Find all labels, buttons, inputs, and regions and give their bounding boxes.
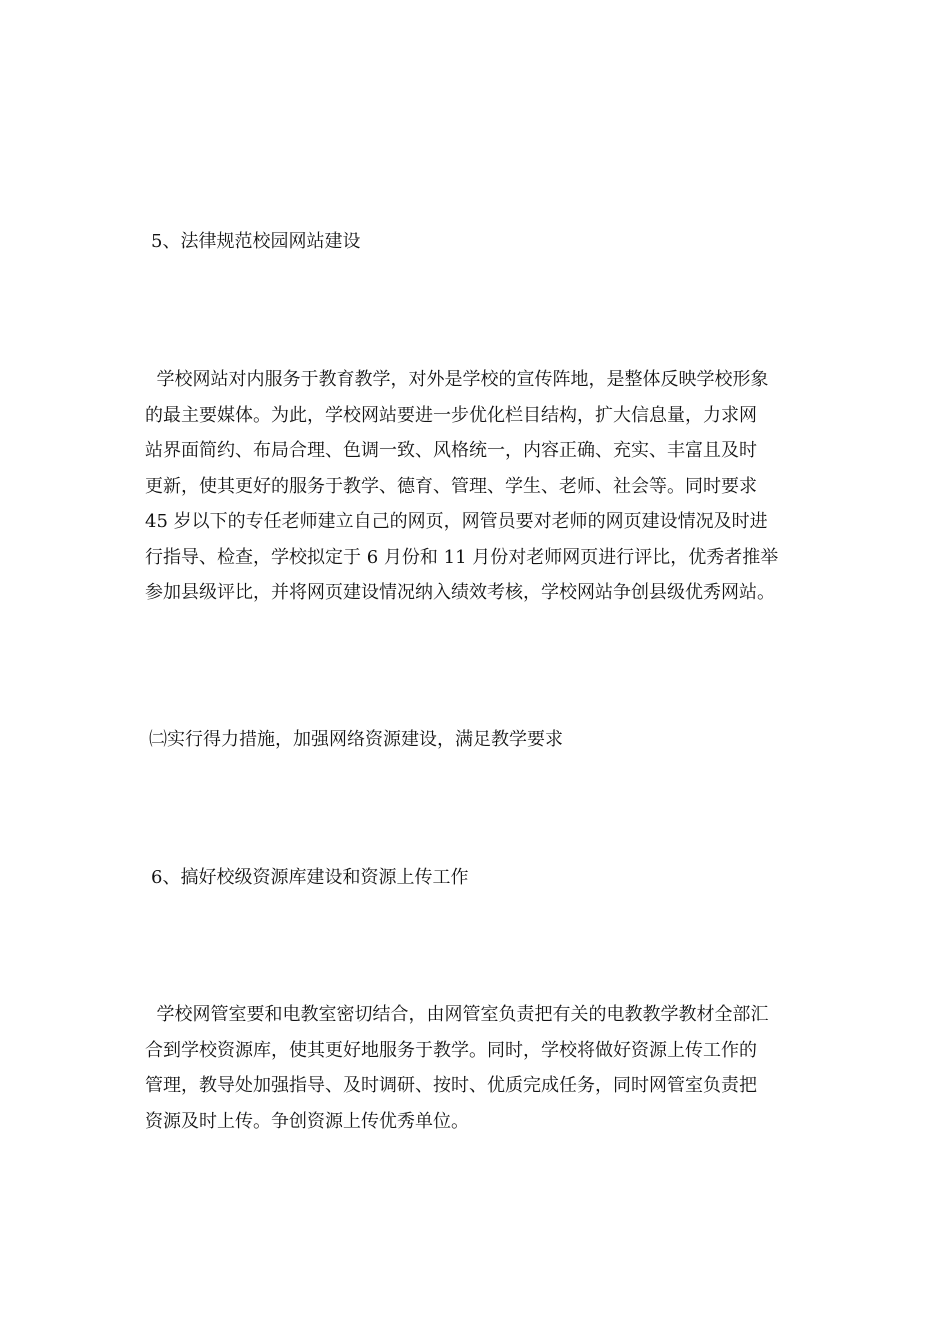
section-heading-2: ㈡实行得力措施，加强网络资源建设，满足教学要求	[149, 729, 563, 750]
paragraph-line: 合到学校资源库，使其更好地服务于教学。同时，学校将做好资源上传工作的	[145, 1039, 757, 1061]
heading-6: 6、搞好校级资源库建设和资源上传工作	[151, 867, 469, 888]
paragraph-2	[145, 997, 810, 1139]
paragraph-line: 更新，使其更好的服务于教学、德育、管理、学生、老师、社会等。同时要求	[145, 475, 757, 497]
paragraph-line: 管理，教导处加强指导、及时调研、按时、优质完成任务，同时网管室负责把	[145, 1075, 757, 1096]
paragraph-line: 资源及时上传。争创资源上传优秀单位。	[145, 1110, 469, 1132]
paragraph-line: 参加县级评比，并将网页建设情况纳入绩效考核，学校网站争创县级优秀网站。	[145, 582, 775, 603]
paragraph-line: 的最主要媒体。为此，学校网站要进一步优化栏目结构，扩大信息量，力求网	[145, 404, 757, 426]
paragraph-line: 45 岁以下的专任老师建立自己的网页，网管员要对老师的网页建设情况及时进	[145, 511, 768, 532]
paragraph-line: 学校网站对内服务于教育教学，对外是学校的宣传阵地，是整体反映学校形象	[145, 369, 769, 390]
paragraph-line: 行指导、检查，学校拟定于 6 月份和 11 月份对老师网页进行评比，优秀者推举	[145, 546, 779, 568]
paragraph-1	[145, 362, 810, 611]
paragraph-line: 学校网管室要和电教室密切结合，由网管室负责把有关的电教教学教材全部汇	[145, 1004, 769, 1025]
paragraph-line: 站界面简约、布局合理、色调一致、风格统一，内容正确、充实、丰富且及时	[145, 440, 757, 461]
heading-5: 5、法律规范校园网站建设	[151, 231, 361, 252]
